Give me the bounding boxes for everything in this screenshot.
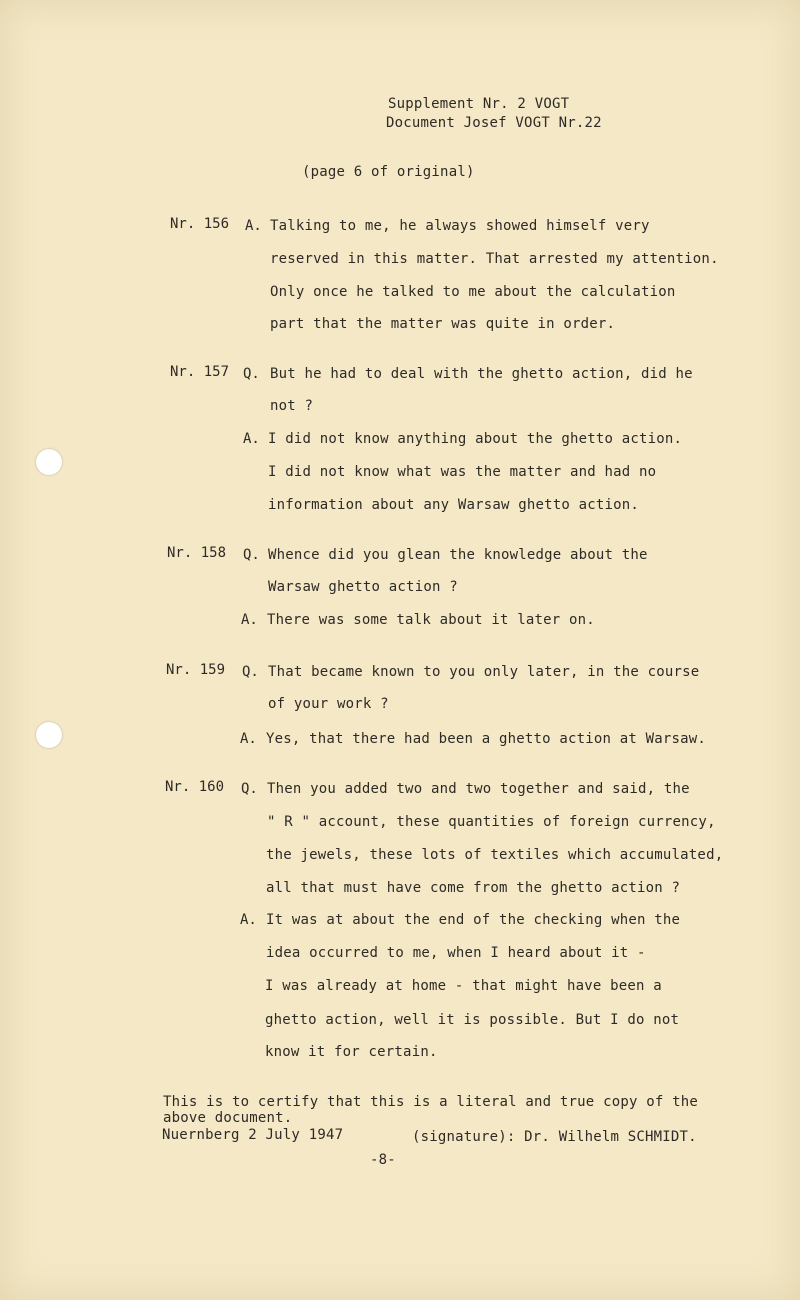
place-date: Nuernberg 2 July 1947	[162, 1127, 344, 1143]
page-number: -8-	[370, 1152, 396, 1168]
entry-number: Nr. 160	[165, 779, 225, 795]
entry-line: But he had to deal with the ghetto action, did he	[270, 366, 693, 382]
answer-marker: A.	[241, 612, 258, 628]
question-marker: Q.	[243, 366, 260, 382]
entry-line: " R " account, these quantities of foreign currency,	[267, 814, 716, 830]
certification-line: This is to certify that this is a literal and true copy of the	[163, 1094, 698, 1110]
entry-line: That became known to you only later, in the course	[268, 664, 700, 680]
entry-line: Then you added two and two together and said, the	[267, 781, 690, 797]
signature-line: (signature): Dr. Wilhelm SCHMIDT.	[412, 1129, 697, 1145]
entry-line: It was at about the end of the checking when the	[266, 912, 681, 928]
question-marker: Q.	[242, 664, 259, 680]
entry-line: Warsaw ghetto action ?	[268, 579, 458, 595]
entry-line: Only once he talked to me about the calculation	[270, 284, 676, 300]
entry-line: idea occurred to me, when I heard about it -	[266, 945, 646, 961]
entry-line: reserved in this matter. That arrested my attention.	[270, 251, 719, 267]
entry-line: all that must have come from the ghetto action ?	[266, 880, 681, 896]
supplement-heading: Supplement Nr. 2 VOGT	[388, 96, 570, 112]
entry-line: I was already at home - that might have been a	[265, 978, 662, 994]
punch-hole-top	[36, 449, 62, 475]
entry-number: Nr. 157	[170, 364, 230, 380]
entry-line: information about any Warsaw ghetto action.	[268, 497, 640, 513]
entry-line: part that the matter was quite in order.	[270, 316, 616, 332]
entry-line: ghetto action, well it is possible. But I do not	[265, 1012, 680, 1028]
page-note: (page 6 of original)	[302, 164, 475, 180]
entry-line: Talking to me, he always showed himself very	[270, 218, 650, 234]
document-heading: Document Josef VOGT Nr.22	[386, 115, 602, 131]
entry-line: the jewels, these lots of textiles which accumulated,	[266, 847, 724, 863]
punch-hole-bottom	[36, 722, 62, 748]
entry-number: Nr. 158	[167, 545, 227, 561]
entry-line: not ?	[270, 398, 314, 414]
entry-line: I did not know what was the matter and had no	[268, 464, 657, 480]
answer-marker: A.	[240, 731, 257, 747]
certification-line: above document.	[163, 1110, 293, 1126]
question-marker: Q.	[243, 547, 260, 563]
answer-marker: A.	[240, 912, 257, 928]
entry-line: of your work ?	[268, 696, 389, 712]
question-marker: Q.	[241, 781, 258, 797]
entry-line: Yes, that there had been a ghetto action at Warsaw.	[266, 731, 707, 747]
entry-line: There was some talk about it later on.	[267, 612, 595, 628]
entry-number: Nr. 159	[166, 662, 226, 678]
entry-line: Whence did you glean the knowledge about the	[268, 547, 648, 563]
answer-marker: A.	[245, 218, 262, 234]
entry-line: I did not know anything about the ghetto action.	[268, 431, 683, 447]
entry-number: Nr. 156	[170, 216, 230, 232]
answer-marker: A.	[243, 431, 260, 447]
entry-line: know it for certain.	[265, 1044, 438, 1060]
